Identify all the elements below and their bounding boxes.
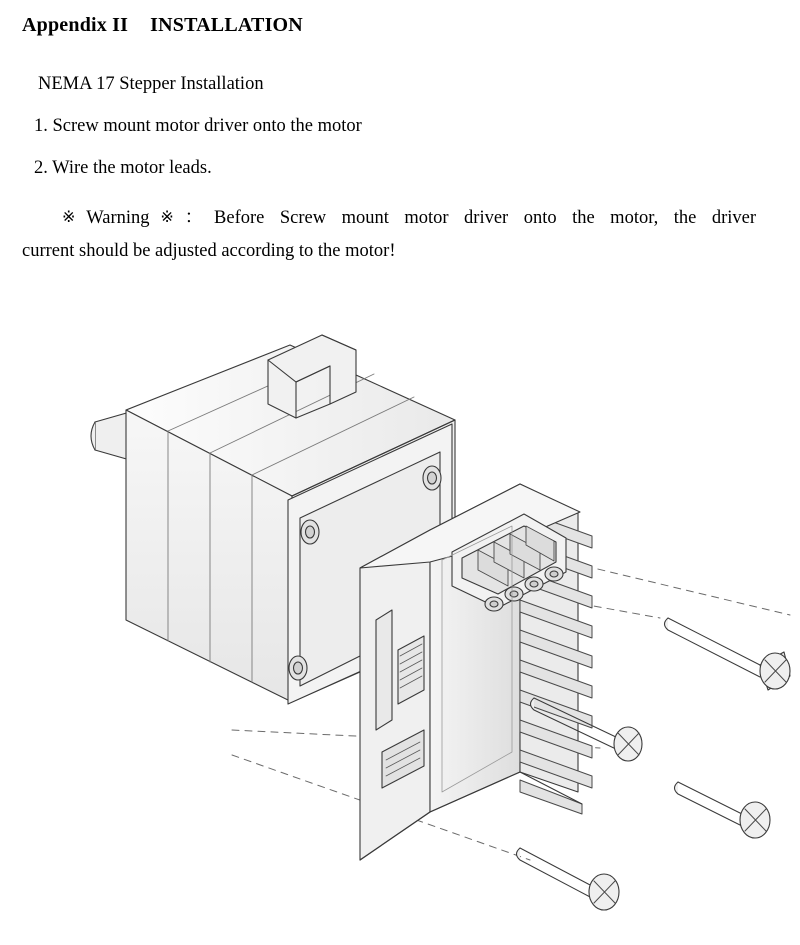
intro-line: NEMA 17 Stepper Installation [38, 74, 264, 94]
warning-line-2: current should be adjusted according to the motor! [22, 241, 396, 262]
appendix-label: Appendix II [22, 14, 129, 36]
warning-line-1 [22, 203, 772, 235]
warning-block [22, 203, 772, 269]
installation-figure [0, 300, 800, 945]
page-title [22, 14, 772, 37]
warning-colon: ： [184, 207, 215, 228]
warning-mark-right-icon: ※ [149, 206, 185, 226]
warning-mark-left-icon: ※ [62, 206, 87, 226]
warning-label: Warning [86, 207, 150, 228]
appendix-title: INSTALLATION [150, 14, 303, 36]
warning-text-1: Before Screw mount motor driver onto the motor, the driver [214, 207, 757, 228]
step-2: 2. Wire the motor leads. [34, 158, 212, 178]
step-1: 1. Screw mount motor driver onto the motor [34, 115, 362, 136]
